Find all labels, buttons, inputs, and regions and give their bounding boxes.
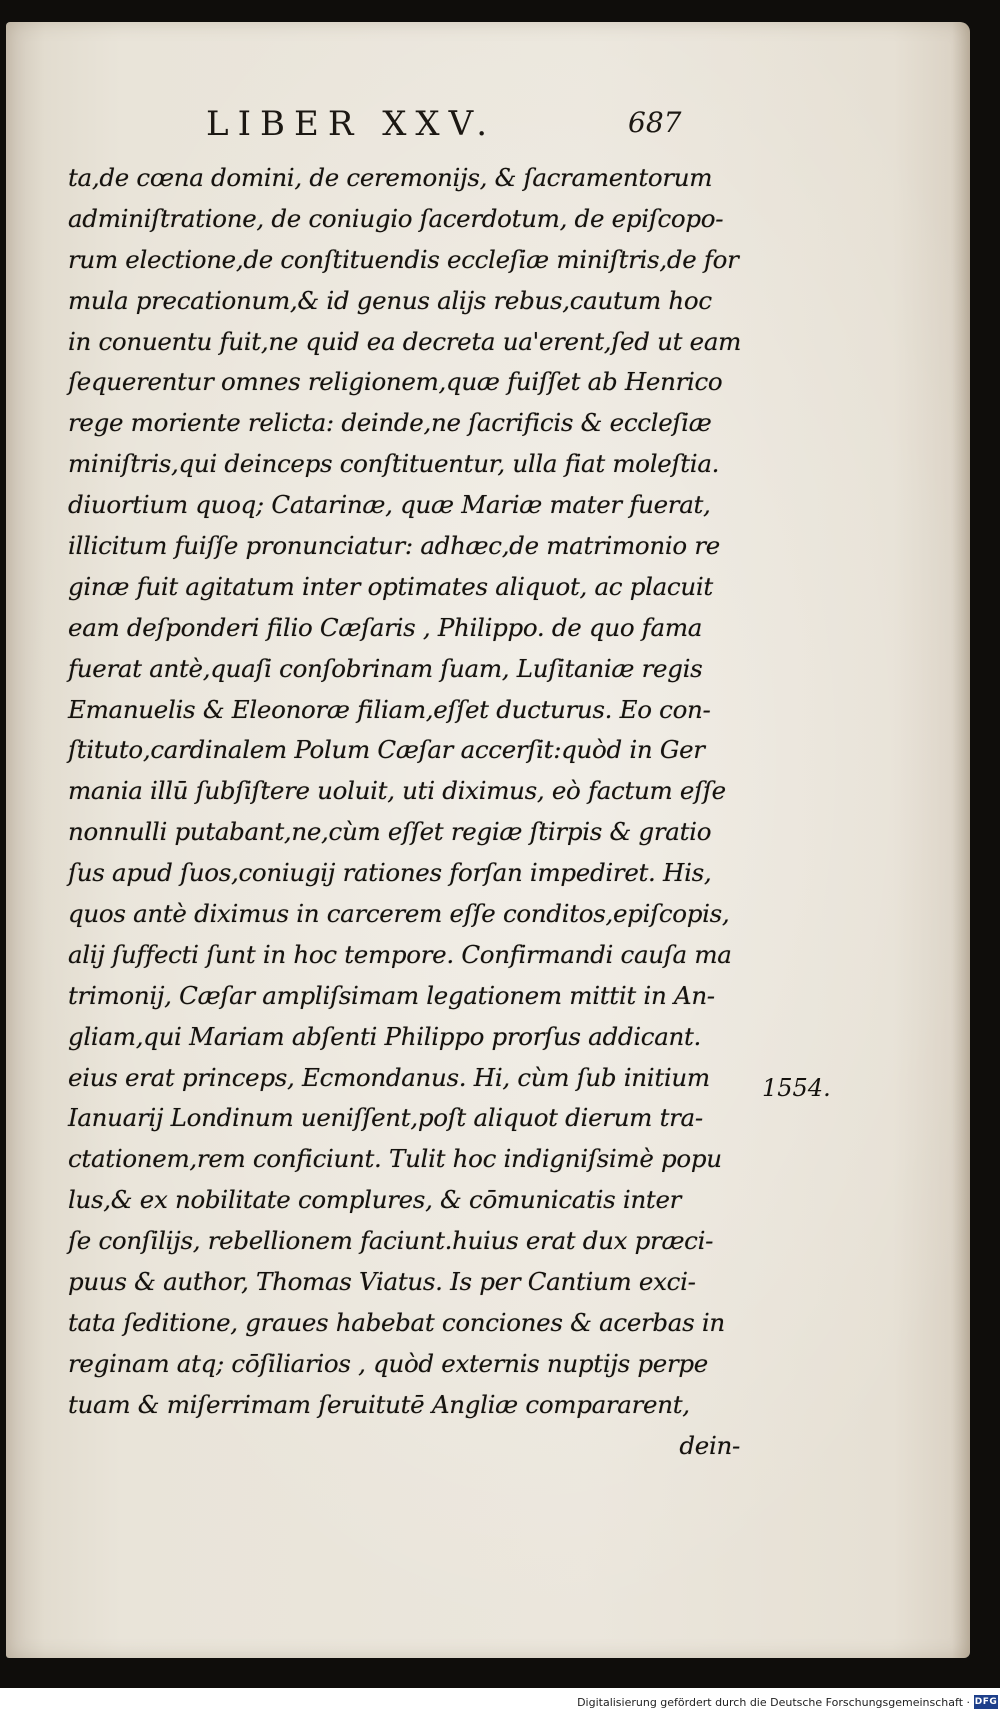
text-line: trimonij, Cæſar ampliſsimam legationem mittit in An- xyxy=(68,980,715,1010)
text-line: rum electione,de conſtituendis eccleſiæ miniſtris,de for xyxy=(68,244,739,274)
text-block xyxy=(68,158,748,1467)
text-line: reginam atq; cōſiliarios , quòd externis nuptijs perpe xyxy=(68,1348,708,1378)
text-line: ginæ fuit agitatum inter optimates aliquot, ac placuit xyxy=(68,571,713,601)
text-line: tata ſeditione, graues habebat conciones & acerbas in xyxy=(68,1307,725,1337)
text-line: ſe conſilijs, rebellionem faciunt.huius erat dux præci- xyxy=(68,1226,714,1256)
text-line: diuortium quoq; Catarinæ, quæ Mariæ mater fuerat, xyxy=(68,490,711,520)
dfg-logo-icon: DFG xyxy=(974,1697,998,1707)
text-line: gliam,qui Mariam abſenti Philippo prorſus addicant. xyxy=(68,1021,702,1051)
text-line: miniſtris,qui deinceps conſtituentur, ulla fiat moleſtia. xyxy=(68,449,720,479)
text-line: fuerat antè,quaſi conſobrinam ſuam, Luſitaniæ regis xyxy=(68,653,703,683)
text-line: Emanuelis & Eleonoræ filiam,eſſet ducturus. Eo con- xyxy=(68,694,711,724)
text-line: puus & author, Thomas Viatus. Is per Cantium exci- xyxy=(68,1267,696,1297)
footer-bar xyxy=(0,1688,1000,1718)
text-line: Ianuarij Londinum ueniſſent,poſt aliquot dierum tra- xyxy=(68,1103,703,1133)
page-edge xyxy=(952,22,970,1658)
text-line: eius erat princeps, Ecmondanus. Hi, cùm ſub initium xyxy=(68,1062,710,1092)
folio-number: 687 xyxy=(628,106,682,139)
text-line: lus,& ex nobilitate complures, & cōmunicatis inter xyxy=(68,1185,682,1215)
text-line: nonnulli putabant,ne,cùm eſſet regiæ ſtirpis & gratio xyxy=(68,817,712,847)
text-line: alij ſuffecti ſunt in hoc tempore. Confirmandi cauſa ma xyxy=(68,939,732,969)
text-line: in conuentu fuit,ne quid ea decreta ua'erent,ſed ut eam xyxy=(68,326,742,356)
margin-year-note: 1554. xyxy=(762,1074,831,1102)
text-line: mula precationum,& id genus alijs rebus,cautum hoc xyxy=(68,285,712,315)
page-header xyxy=(6,104,970,154)
text-line: mania illū ſubſiſtere uoluit, uti diximus, eò factum eſſe xyxy=(68,776,726,806)
text-line: ctationem,rem conficiunt. Tulit hoc indigniſsimè popu xyxy=(68,1144,722,1174)
text-line: rege moriente relicta: deinde,ne ſacrificis & eccleſiæ xyxy=(68,408,712,438)
book-page xyxy=(6,22,970,1658)
text-line: ſus apud ſuos,coniugij rationes forſan impediret. His, xyxy=(68,858,712,888)
catchword: dein- xyxy=(679,1430,740,1460)
text-line: eam deſponderi filio Cæſaris , Philippo. de quo fama xyxy=(68,612,703,642)
funding-credit: Digitalisierung gefördert durch die Deutsche Forschungsgemeinschaft · xyxy=(577,1696,970,1709)
text-line: illicitum fuiſſe pronunciatur: adhæc,de matrimonio re xyxy=(68,531,720,561)
text-line: ſequerentur omnes religionem,quæ fuiſſet ab Henrico xyxy=(68,367,723,397)
text-line: ſtituto,cardinalem Polum Cæſar accerſit:quòd in Ger xyxy=(68,735,705,765)
text-line: tuam & miſerrimam ſeruitutē Angliæ compararent, xyxy=(68,1389,690,1419)
text-line: adminiſtratione, de coniugio ſacerdotum, de epiſcopo- xyxy=(68,203,724,233)
text-line: quos antè diximus in carcerem eſſe conditos,epiſcopis, xyxy=(68,899,730,929)
running-title: LIBER XXV. xyxy=(206,104,497,144)
text-line: ta,de cœna domini, de ceremonijs, & ſacramentorum xyxy=(68,163,713,192)
